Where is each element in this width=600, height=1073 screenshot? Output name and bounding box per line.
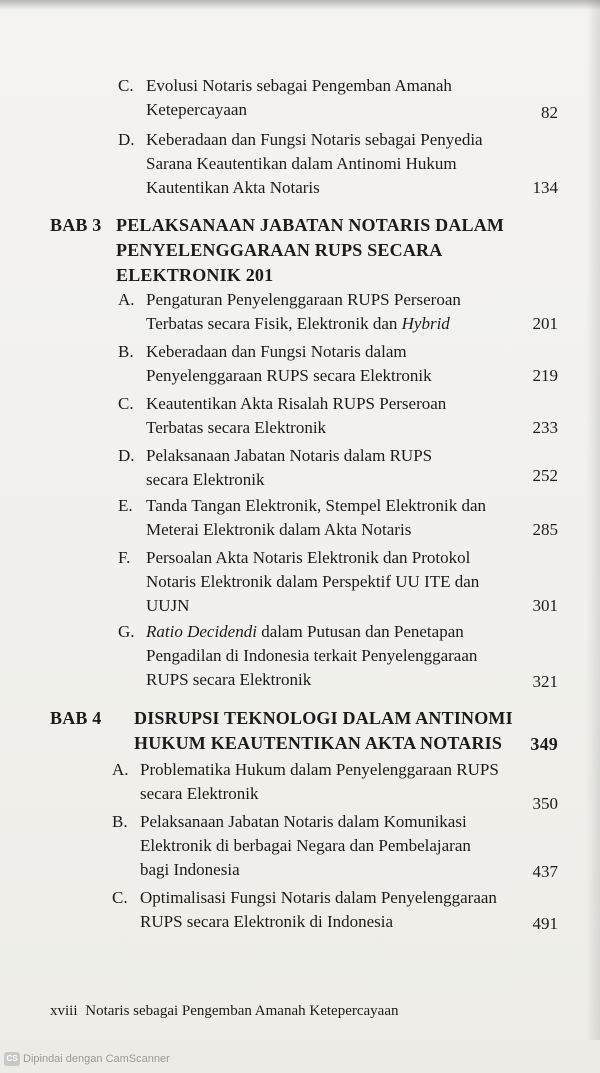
chapter-heading-bab-3 [50,213,558,289]
toc-entry-3c [118,392,558,442]
entry-letter: A. [112,760,129,779]
entry-title: Pengaturan Penyelenggaraan RUPS Perseroan Terbatas secara Fisik, Elektronik dan Hybrid [146,288,506,336]
entry-letter: B. [118,342,134,361]
entry-page-number: 201 [532,314,558,333]
entry-title: Keberadaan dan Fungsi Notaris sebagai Penyedia Sarana Keautentikan dalam Antinomi Hukum Kautentikan Akta Notaris [146,130,483,197]
camscanner-logo-icon: CS [4,1052,20,1066]
chapter-page-number: 349 [530,734,558,754]
page-top-shadow [0,0,600,10]
toc-entry-3g [118,620,558,694]
entry-letter: E. [118,496,133,515]
toc-entry-3f [118,546,558,620]
entry-title: Persoalan Akta Notaris Elektronik dan Protokol Notaris Elektronik dalam Perspektif UU ITE dan UUJN [146,548,480,615]
entry-letter: D. [118,130,135,149]
page-footer [50,1001,398,1021]
entry-title: Keberadaan dan Fungsi Notaris dalam Penyelenggaraan RUPS secara Elektronik [146,342,432,385]
entry-page-number: 350 [532,794,558,813]
entry-title: Pelaksanaan Jabatan Notaris dalam Komunikasi Elektronik di berbagai Negara dan Pembelajaran bagi Indonesia [140,812,471,879]
entry-title-line-hybrid: Terbatas secara Fisik, Elektronik dan Hybrid [146,314,450,333]
chapter-number: BAB 3 [50,215,102,235]
entry-letter: F. [118,548,131,567]
entry-title: Evolusi Notaris sebagai Pengemban Amanah Ketepercayaan [146,76,452,119]
scanner-watermark [4,1050,170,1068]
entry-page-number: 252 [532,466,558,485]
chapter-heading-bab-4 [50,706,558,758]
entry-page-number: 134 [532,178,558,197]
entry-letter: B. [112,812,128,831]
entry-letter: D. [118,446,135,465]
entry-title: Optimalisasi Fungsi Notaris dalam Penyelenggaraan RUPS secara Elektronik di Indonesia [140,888,497,931]
toc-entry-3e [118,494,558,544]
entry-page-number: 233 [532,418,558,437]
page-edge-shadow [586,0,600,1040]
entry-title: Keautentikan Akta Risalah RUPS Perseroan Terbatas secara Elektronik [146,394,447,437]
entry-page-number: 285 [532,520,558,539]
toc-entry-4c [112,886,558,936]
toc-entry-3b [118,340,558,390]
toc-entry-3d [118,444,558,494]
entry-letter: C. [112,888,128,907]
entry-page-number: 437 [532,862,558,881]
entry-letter: C. [118,76,134,95]
entry-title: Ratio Decidendi dalam Putusan dan Penetapan Pengadilan di Indonesia terkait Penyelenggaraan RUPS secara Elektronik [146,622,478,689]
toc-entry-3a [118,288,558,338]
entry-letter: G. [118,622,135,641]
entry-page-number: 82 [541,103,558,122]
entry-page-number: 321 [532,672,558,691]
entry-title: Pelaksanaan Jabatan Notaris dalam RUPS secara Elektronik [146,446,433,489]
entry-title: Tanda Tangan Elektronik, Stempel Elektronik dan Meterai Elektronik dalam Akta Notaris [146,496,487,539]
italic-term: Ratio Decidendi [146,622,257,641]
entry-title: Problematika Hukum dalam Penyelenggaraan RUPS secara Elektronik [140,760,499,803]
italic-term: Hybrid [401,314,450,333]
toc-entry-2c [118,74,558,124]
chapter-number: BAB 4 [50,708,102,728]
entry-page-number: 219 [532,366,558,385]
entry-letter: C. [118,394,134,413]
entry-page-number: 301 [532,596,558,615]
chapter-title: PELAKSANAAN JABATAN NOTARIS DALAM PENYELENGGARAAN RUPS SECARA ELEKTRONIK 201 [116,215,505,285]
toc-entry-4a [112,758,558,813]
running-title: Notaris sebagai Pengemban Amanah Ketepercayaan [85,1003,399,1019]
toc-entry-4b [112,810,558,884]
scanner-text: Dipindai dengan CamScanner [23,1053,170,1065]
chapter-title: DISRUPSI TEKNOLOGI DALAM ANTINOMI HUKUM KEAUTENTIKAN AKTA NOTARIS [134,708,513,753]
entry-page-number: 491 [532,914,558,933]
page-folio: xviii [50,1003,78,1019]
toc-entry-2d [118,128,558,202]
entry-letter: A. [118,290,135,309]
